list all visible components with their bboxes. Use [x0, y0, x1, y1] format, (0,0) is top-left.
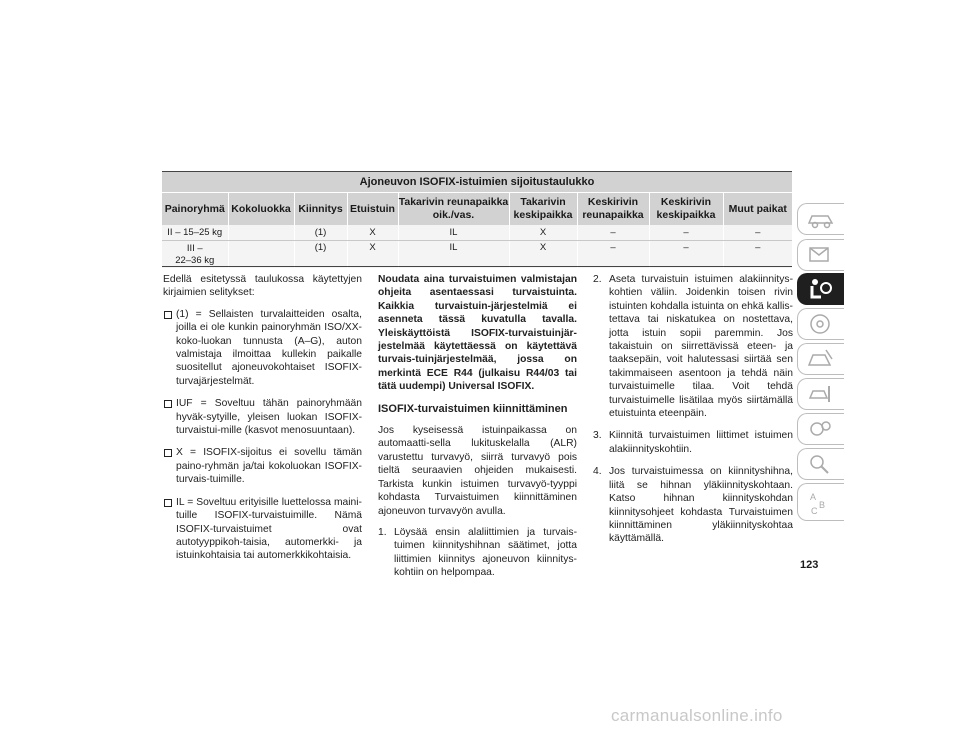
cell-mid-outer: –	[577, 225, 649, 241]
table-row	[162, 241, 792, 269]
tab-dashboard[interactable]	[797, 239, 844, 271]
checkbox-bullet-icon	[164, 499, 172, 507]
legend-intro: Edellä esitetyssä taulukossa käytettyjen kirjaimien selitykset:	[163, 274, 362, 299]
tab-driving[interactable]	[797, 343, 844, 375]
cell-rear-center: X	[509, 241, 577, 269]
tab-service[interactable]	[797, 378, 844, 410]
cell-group-line1: III –	[186, 242, 203, 254]
index-icon	[806, 487, 836, 517]
page-number: 123	[800, 559, 819, 571]
legend-item	[163, 397, 362, 437]
header-rear-center: Takarivin keskipaikka	[509, 193, 577, 226]
step-number: 2.	[593, 274, 602, 285]
header-front-seat: Etuistuin	[347, 193, 398, 226]
section-body: Jos kyseisessä istuinpaikassa on automaatti-sella lukituskelalla (ALR) varustettu turvavyö, siirrä turvavyö pois tieltä seuraavien ohjeiden mukaisesti. Tarkista kunkin istuimen turvavyö-tyyppi kohdasta Turvaistuimen kiinnittäminen ajoneuvon turvavyön avulla.	[378, 425, 577, 517]
steps-column	[593, 273, 793, 555]
settings-icon	[806, 417, 836, 441]
legend-text: X = ISOFIX-sijoitus ei sovellu tämän paino-ryhmän ja/tai kokoluokan ISOFIX-turvais-tuimille.	[176, 447, 362, 486]
cell-group	[162, 241, 228, 269]
step-number: 3.	[593, 430, 602, 442]
step-number: 1.	[378, 526, 387, 538]
tab-safety[interactable]	[797, 273, 844, 305]
cell-other: –	[723, 241, 792, 269]
tab-index[interactable]	[797, 483, 844, 521]
step-item	[593, 273, 793, 420]
cell-mid-center: –	[649, 241, 723, 269]
search-icon	[806, 452, 836, 476]
step-text: Jos turvaistuimessa on kiinnityshihna, liitä se hihnan yläkiinnityskohtaan. Katso hihnan kiinnityskohdan kiinnitysohjeet kohdasta Turvaistuimen kiinnittäminen yläkiinnityskohtaa käyttämällä.	[609, 466, 793, 545]
checkbox-bullet-icon	[164, 311, 172, 319]
tab-car-info[interactable]	[797, 203, 844, 235]
dashboard-message-icon	[806, 243, 836, 267]
step-item	[593, 465, 793, 545]
svg-text:C: C	[811, 506, 818, 516]
legend-column	[163, 273, 362, 572]
warning-text: Noudata aina turvaistuimen valmistajan ohjeita asentaessasi turvaistuinta. Kaikkia turvaistuin-järjestelmiä ei asenneta tässä kuvatulla tavalla. Yleiskäyttöistä ISOFIX-turvaistuinjär-jestelmää käytettäessä on käytettävä turvais-tuinjärjestelmää, jossa on merkintä ECE R44 (julkaisu R44/03 tai tätä uudempi) Universal ISOFIX.	[378, 274, 577, 393]
header-middle-outboard: Keskirivin reunapaikka	[577, 193, 649, 226]
cell-size	[228, 241, 294, 269]
legend-item	[163, 496, 362, 563]
tab-search[interactable]	[797, 448, 844, 480]
tab-starting[interactable]	[797, 308, 844, 340]
section-heading: ISOFIX-turvaistuimen kiinnittäminen	[378, 402, 568, 415]
cell-fix: (1)	[294, 225, 347, 241]
cell-mid-center: –	[649, 225, 723, 241]
header-rear-outboard: Takarivin reunapaikka oik./vas.	[398, 193, 509, 226]
svg-text:B: B	[819, 500, 826, 510]
cell-size	[228, 225, 294, 241]
step-number: 4.	[593, 466, 602, 478]
table-bottom-rule	[162, 266, 792, 267]
svg-text:A: A	[810, 492, 817, 502]
checkbox-bullet-icon	[164, 449, 172, 457]
table-title: Ajoneuvon ISOFIX-istuimien sijoitustaulukko	[162, 172, 792, 193]
cell-mid-outer: –	[577, 241, 649, 269]
instructions-column	[378, 273, 577, 589]
header-size-class: Kokoluokka	[228, 193, 294, 226]
service-icon	[806, 382, 836, 406]
cell-fix: (1)	[294, 241, 347, 269]
tab-settings[interactable]	[797, 413, 844, 445]
cell-group-line2: 22–36 kg	[175, 254, 215, 266]
header-middle-center: Keskirivin keskipaikka	[649, 193, 723, 226]
legend-item	[163, 446, 362, 486]
step-item	[593, 429, 793, 456]
step-text: Löysää ensin alaliittimien ja turvais-tuimen kiinnityshihnan säätimet, jotta liittimien kiinnitys ajoneuvon kiinnitys-kohtiin on helpompaa.	[394, 526, 577, 579]
cell-rear-center: X	[509, 225, 577, 241]
cell-rear-outer: IL	[398, 241, 509, 269]
header-weight-group: Painoryhmä	[162, 193, 228, 226]
watermark: carmanualsonline.info	[611, 706, 783, 725]
steering-wheel-icon	[806, 312, 836, 336]
header-fixture: Kiinnitys	[294, 193, 347, 226]
table-row	[162, 225, 792, 241]
cell-front: X	[347, 225, 398, 241]
cell-group: II – 15–25 kg	[162, 225, 228, 241]
legend-text: IUF = Soveltuu tähän painoryhmään hyväk-sytyille, yleisen luokan ISOFIX-turvaistui-mille (kasvot menosuuntaan).	[176, 398, 362, 437]
checkbox-bullet-icon	[164, 400, 172, 408]
legend-text: (1) = Sellaisten turvalaitteiden osalta, joilla ei ole kunkin painoryhmän ISO/XX-koko-luokan tunnusta (A–G), auton valmistaja ilmoittaa kullekin paikalle suositellut ajoneuvokohtaiset ISOFIX-turvajärjestelmät.	[176, 308, 362, 387]
legend-item	[163, 308, 362, 388]
cell-rear-outer: IL	[398, 225, 509, 241]
step-item	[378, 526, 577, 580]
header-other: Muut paikat	[723, 193, 792, 226]
car-info-icon	[806, 207, 836, 231]
step-text: Aseta turvaistuin istuimen alakiinnitys-kohtien väliin. Joidenkin toisen rivin istuinten kohdalla istuinta on ehkä kallis-tettava tai niskatukea on nostettava, jotta istuin sopii paremmin. Jos takaistuin on siirrettävissä eteen- ja taaksepäin, voit halutessasi siirtää sen takimmaiseen asentoon ja tehdä näin turvaistuimelle tilaa. Voit tehdä turvaistuimelle lisätilaa myös siirtämällä etuistuinta eteenpäin.	[609, 274, 793, 420]
starting-driving-icon	[806, 347, 836, 371]
legend-text: IL = Soveltuu erityisille luettelossa maini-tuille ISOFIX-turvaistuimille. Nämä ISOFIX-turvaistuimet ovat autotyyppikoh-taisia, automerkki- ja istuinkohtaisia tai automerkkikohtaisia.	[176, 496, 362, 562]
seat-airbag-icon	[806, 277, 836, 301]
cell-other: –	[723, 225, 792, 241]
isofix-placement-table	[162, 172, 792, 268]
cell-front: X	[347, 241, 398, 269]
step-text: Kiinnitä turvaistuimen liittimet istuimen alakiinnityskohtiin.	[609, 430, 793, 455]
